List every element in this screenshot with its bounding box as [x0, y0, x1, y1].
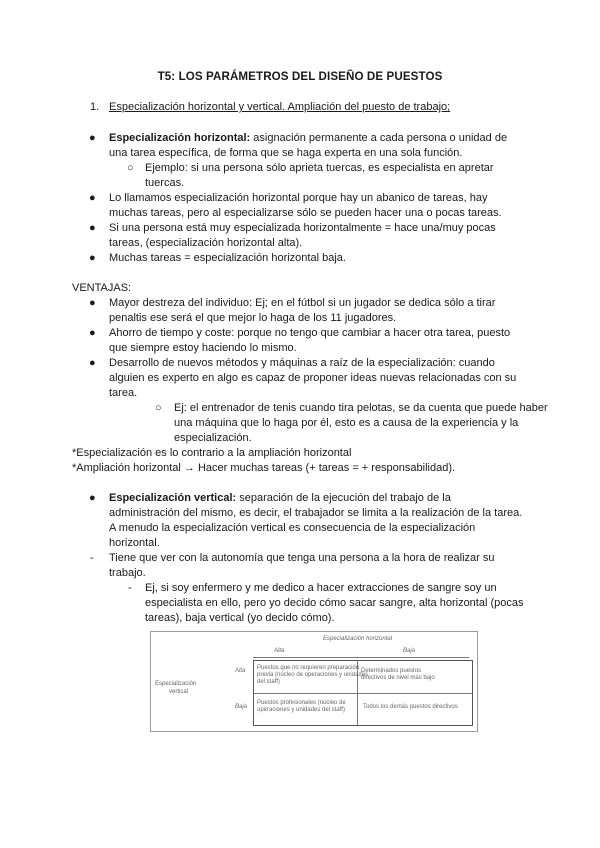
bullet-dot-icon: ●	[89, 132, 96, 144]
bullet-circle-icon: ○	[155, 402, 162, 414]
vertical-def-l1: separación de la ejecución del trabajo de la	[236, 492, 451, 504]
ventaja-3-sub-l1: Ej: el entrenador de tenis cuando tira pelotas, se da cuenta que puede haber	[174, 402, 548, 414]
table-col-baja: Baja	[403, 648, 416, 654]
bullet-dash-icon: -	[128, 582, 132, 594]
bullet-dot-icon: ●	[89, 327, 96, 339]
bullet-circle-icon: ○	[127, 162, 134, 174]
ventaja-1-l1: Mayor destreza del individuo: Ej; en el fútbol si un jugador se dedica sólo a tirar	[109, 297, 496, 309]
table-cell-22: Todos los demás puestos directivos	[363, 704, 458, 710]
ventaja-3-sub-l2: una máquina que lo haga por él, esto es a causa de la experiencia y la	[174, 417, 519, 429]
page-title: T5: LOS PARÁMETROS DEL DISEÑO DE PUESTOS	[157, 70, 443, 83]
bullet-dot-icon: ●	[89, 252, 96, 264]
note-2: *Ampliación horizontal → Hacer muchas tareas (+ tareas = + responsabilidad).	[72, 462, 456, 474]
horizontal-definition	[109, 131, 507, 146]
bullet-dot-icon: ●	[89, 297, 96, 309]
vertical-def-l3: A menudo la especialización vertical es consecuencia de la especialización	[109, 522, 476, 534]
ventaja-3-l3: tarea.	[109, 387, 138, 399]
horizontal-b4: Muchas tareas = especialización horizontal baja.	[109, 252, 346, 264]
ventaja-3-l2: alguien es experto en algo es capaz de proponer ideas nuevas relacionadas con su	[109, 372, 517, 384]
ventaja-2-l1: Ahorro de tiempo y coste: porque no tengo que cambiar a hacer otra tarea, puesto	[109, 327, 511, 339]
table-row-divider	[253, 693, 472, 694]
bullet-dot-icon: ●	[89, 192, 96, 204]
table-row-alta: Alta	[235, 668, 246, 674]
bullet-dash-icon: -	[90, 552, 94, 564]
table-cell-11-l2: previa (núcleo de operaciones y unidades	[257, 672, 369, 678]
table-row-baja: Baja	[235, 704, 248, 710]
ventaja-3-sub-l3: especialización.	[174, 432, 252, 444]
horizontal-def-l1: asignación permanente a cada persona o unidad de	[250, 132, 508, 144]
ventaja-2-l2: que siempre estoy haciendo lo mismo.	[109, 342, 297, 354]
vertical-def-l4: horizontal.	[109, 537, 160, 549]
vertical-d2-l1: Ej, si soy enfermero y me dedico a hacer extracciones de sangre soy un	[145, 582, 497, 594]
horizontal-b3-l2: tareas, (especialización horizontal alta).	[109, 237, 303, 249]
horizontal-example-l1: Ejemplo: si una persona sólo aprieta tuercas, es especialista en apretar	[145, 162, 494, 174]
table-cell-11-l3: del staff)	[257, 679, 280, 685]
vertical-def-l2: administración del mismo, es decir, el trabajador se limita a la realización de la tarea.	[109, 507, 523, 519]
horizontal-term: Especialización horizontal:	[109, 132, 251, 144]
table-header-divider	[253, 657, 469, 658]
section-number: 1.	[90, 101, 100, 113]
vertical-d1-l1: Tiene que ver con la autonomía que tenga una persona a la hora de realizar su	[109, 552, 495, 564]
vertical-definition	[109, 491, 451, 506]
table-top-header: Especialización horizontal	[323, 636, 393, 642]
section-heading: Especialización horizontal y vertical. Ampliación del puesto de trabajo;	[109, 101, 451, 113]
vertical-d1-l2: trabajo.	[109, 567, 146, 579]
horizontal-b2-l2: muchas tareas, pero al especializarse sólo se pueden hacer una o pocas tareas.	[109, 207, 502, 219]
table-cell-11-l1: Puestos que no requieren preparación	[257, 665, 360, 671]
table-row-label-l1: Especialización	[155, 681, 197, 687]
vertical-d2-l3: tareas), baja vertical (yo decido cómo).	[145, 612, 335, 624]
ventaja-3-l1: Desarrollo de nuevos métodos y máquinas a raíz de la especialización: cuando	[109, 357, 495, 369]
bullet-dot-icon: ●	[89, 492, 96, 504]
ventaja-1-l2: penaltis ese será el que mejor lo haga de los 11 jugadores.	[109, 312, 397, 324]
horizontal-b3-l1: Si una persona está muy especializada horizontalmente = hace una/muy pocas	[109, 222, 496, 234]
table-col-alta: Alta	[274, 648, 285, 654]
note-1: *Especialización es lo contrario a la ampliación horizontal	[72, 447, 352, 459]
table-cell-21-l2: operaciones y unidades del staff)	[257, 707, 345, 713]
table-row-label-l2: vertical	[169, 689, 189, 695]
horizontal-example-l2: tuercas.	[145, 177, 185, 189]
horizontal-b2-l1: Lo llamamos especialización horizontal porque hay un abanico de tareas, hay	[109, 192, 488, 204]
horizontal-def-l2: una tarea específica, de forma que se haga experta en una sola función.	[109, 147, 463, 159]
table-cell-12-l1: Determinados puestos	[361, 668, 422, 674]
table-cell-21-l1: Puestos profesionales (núcleo de	[257, 700, 346, 706]
specialization-table-image	[150, 631, 478, 732]
ventajas-heading: VENTAJAS:	[72, 282, 132, 294]
bullet-dot-icon: ●	[89, 222, 96, 234]
vertical-d2-l2: especialista en ello, pero yo decido cómo sacar sangre, alta horizontal (pocas	[145, 597, 524, 609]
bullet-dot-icon: ●	[89, 357, 96, 369]
table-cell-12-l2: directivos de nivel más bajo	[361, 675, 435, 681]
vertical-term: Especialización vertical:	[109, 492, 237, 504]
